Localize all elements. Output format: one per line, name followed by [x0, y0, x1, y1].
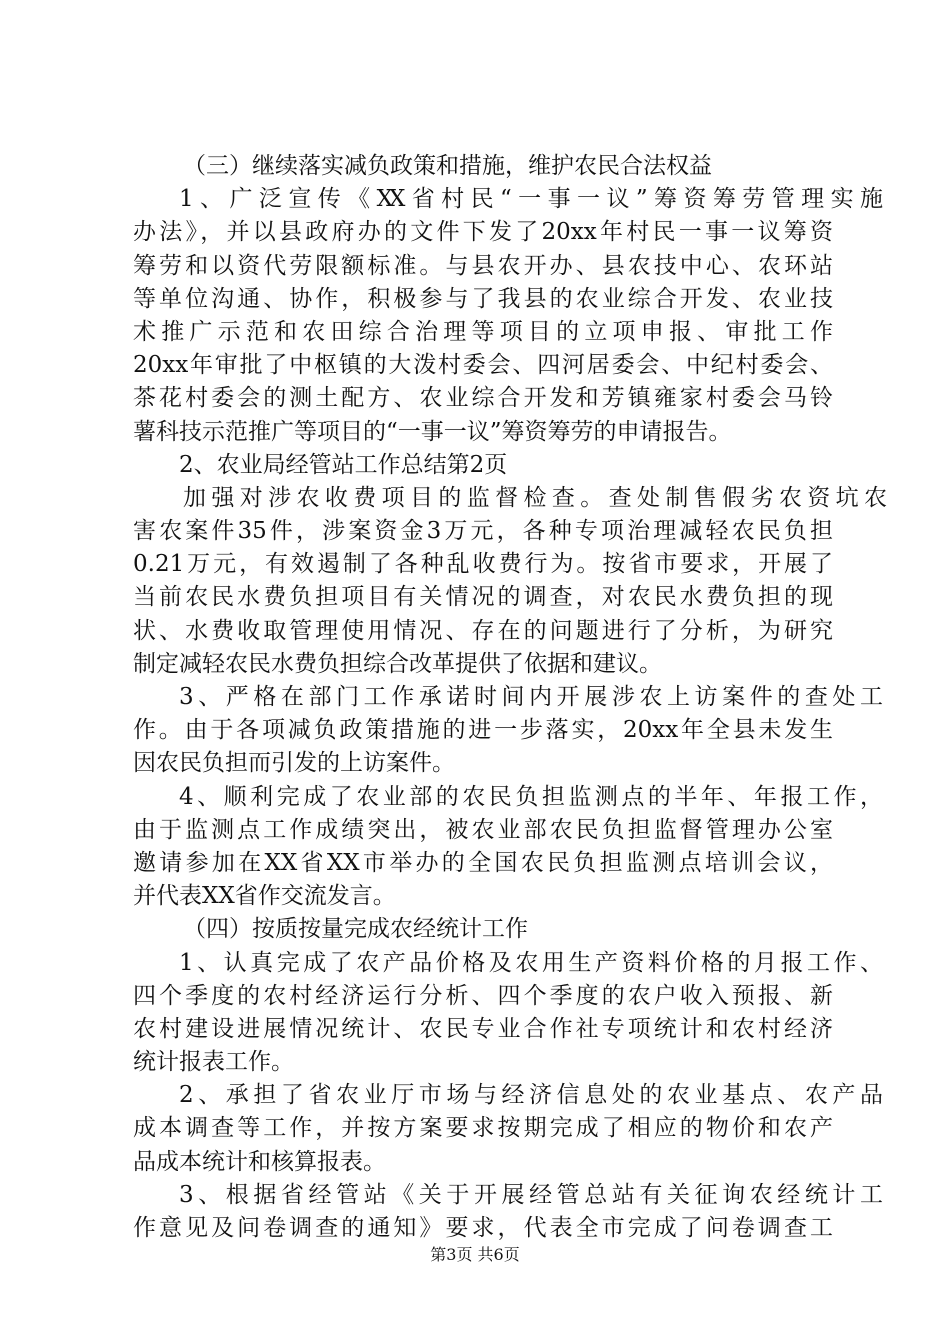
- text-line: 3、根据省经管站《关于开展经管总站有关征询农经统计工: [179, 1181, 879, 1208]
- text-line: 1、广泛宣传《XX省村民“一事一议”筹资筹劳管理实施: [179, 186, 879, 213]
- text-line: 1、认真完成了农产品价格及农用生产资料价格的月报工作、: [179, 949, 879, 976]
- text-line: 状、水费收取管理使用情况、存在的问题进行了分析，为研究: [133, 617, 833, 644]
- text-line: 筹劳和以资代劳限额标准。与县农开办、县农技中心、农环站: [133, 252, 833, 279]
- text-line: 由于监测点工作成绩突出，被农业部农民负担监督管理办公室: [133, 816, 833, 843]
- text-line: 0.21万元，有效遏制了各种乱收费行为。按省市要求，开展了: [133, 551, 833, 578]
- text-line: 薯科技示范推广等项目的“一事一议”筹资筹劳的申请报告。: [133, 418, 732, 445]
- text-line: 术推广示范和农田综合治理等项目的立项申报、审批工作: [133, 318, 833, 345]
- text-line: 作。由于各项减负政策措施的进一步落实，20xx年全县未发生: [133, 717, 833, 744]
- text-line: 2、农业局经管站工作总结第2页: [179, 451, 508, 478]
- text-line: 害农案件35件，涉案资金3万元，各种专项治理减轻农民负担: [133, 518, 833, 545]
- text-line: 农村建设进展情况统计、农民专业合作社专项统计和农村经济: [133, 1015, 833, 1042]
- document-body: [133, 150, 883, 1245]
- text-line: （三）继续落实减负政策和措施，维护农民合法权益: [183, 153, 712, 179]
- text-line: 加强对涉农收费项目的监督检查。查处制售假劣农资坑农: [183, 484, 883, 511]
- text-line: 办法》，并以县政府办的文件下发了20xx年村民一事一议筹资: [133, 219, 833, 246]
- text-line: 成本调查等工作，并按方案要求按期完成了相应的物价和农产: [133, 1115, 833, 1142]
- text-line: 3、严格在部门工作承诺时间内开展涉农上访案件的查处工: [179, 684, 879, 710]
- text-line: 2、承担了省农业厅市场与经济信息处的农业基点、农产品: [179, 1082, 879, 1109]
- text-line: 因农民负担而引发的上访案件。: [133, 750, 455, 777]
- text-line: 等单位沟通、协作，积极参与了我县的农业综合开发、农业技: [133, 285, 833, 312]
- text-line: （四）按质按量完成农经统计工作: [183, 916, 528, 943]
- page-footer: 第3页 共6页: [430, 1245, 520, 1264]
- text-line: 统计报表工作。: [133, 1049, 294, 1076]
- text-line: 4、顺利完成了农业部的农民负担监测点的半年、年报工作，: [179, 783, 879, 810]
- text-line: 茶花村委会的测土配方、农业综合开发和芳镇雍家村委会马铃: [133, 385, 833, 412]
- text-line: 四个季度的农村经济运行分析、四个季度的农户收入预报、新: [133, 982, 833, 1009]
- text-line: 制定减轻农民水费负担综合改革提供了依据和建议。: [133, 650, 662, 677]
- text-line: 并代表XX省作交流发言。: [133, 883, 396, 910]
- text-line: 作意见及问卷调查的通知》要求，代表全市完成了问卷调查工: [133, 1215, 833, 1241]
- text-line: 当前农民水费负担项目有关情况的调查，对农民水费负担的现: [133, 584, 833, 611]
- text-line: 邀请参加在XX省XX市举办的全国农民负担监测点培训会议，: [133, 849, 833, 876]
- text-line: 20xx年审批了中枢镇的大泼村委会、四河居委会、中纪村委会、: [133, 352, 833, 379]
- text-line: 品成本统计和核算报表。: [133, 1148, 386, 1175]
